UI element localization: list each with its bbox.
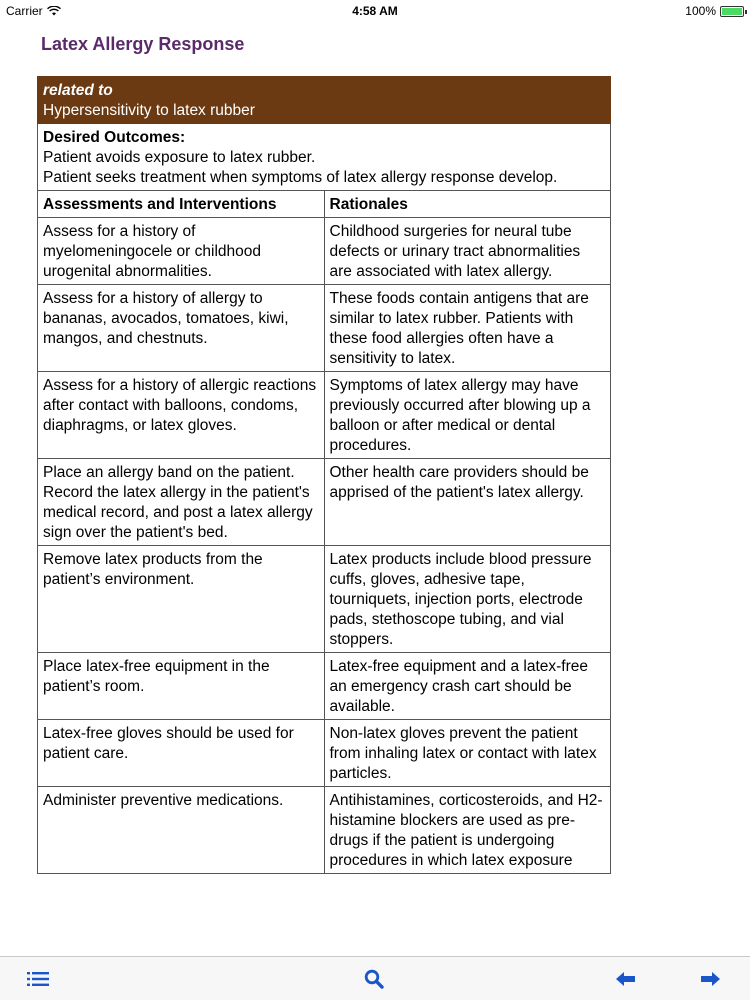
column-header-assessments: Assessments and Interventions: [38, 191, 325, 218]
care-plan-content[interactable]: [37, 76, 611, 956]
arrow-left-icon: [616, 971, 636, 987]
battery-percent: 100%: [685, 4, 716, 18]
assessment-cell: Assess for a history of allergy to bananas, avocados, tomatoes, kiwi, mangos, and chestnuts.: [38, 285, 325, 372]
column-header-rationales: Rationales: [324, 191, 611, 218]
bottom-toolbar: [0, 956, 750, 1000]
rationale-cell: Other health care providers should be apprised of the patient's latex allergy.: [324, 459, 611, 546]
search-icon: [364, 969, 384, 989]
assessment-cell: Assess for a history of myelomeningocele or childhood urogenital abnormalities.: [38, 218, 325, 285]
table-row: [38, 546, 611, 653]
related-to-header: [38, 77, 611, 124]
status-right: [685, 4, 744, 18]
arrow-right-icon: [700, 971, 720, 987]
rationale-cell: Symptoms of latex allergy may have previously occurred after blowing up a balloon or after medical or dental procedures.: [324, 372, 611, 459]
rationale-cell: Non-latex gloves prevent the patient from inhaling latex or contact with latex particles.: [324, 720, 611, 787]
rationale-cell: Latex products include blood pressure cuffs, gloves, adhesive tape, tourniquets, injection ports, electrode pads, stethoscope tubing, and vial stoppers.: [324, 546, 611, 653]
outcome-item: Patient avoids exposure to latex rubber.: [43, 149, 316, 166]
status-bar: [0, 0, 750, 22]
battery-icon: [720, 6, 744, 17]
rationale-cell: Antihistamines, corticosteroids, and H2-histamine blockers are used as pre-drugs if the patient is undergoing procedures in which latex exposure: [324, 787, 611, 874]
assessment-cell: Latex-free gloves should be used for patient care.: [38, 720, 325, 787]
table-row: [38, 459, 611, 546]
desired-outcomes-title: Desired Outcomes:: [43, 129, 186, 146]
desired-outcomes: [38, 124, 611, 191]
assessment-cell: Place latex-free equipment in the patient’s room.: [38, 653, 325, 720]
rationale-cell: Latex-free equipment and a latex-free an emergency crash cart should be available.: [324, 653, 611, 720]
table-row: [38, 720, 611, 787]
clock: 4:58 AM: [352, 4, 398, 18]
table-row: [38, 218, 611, 285]
next-page-button[interactable]: [698, 967, 722, 991]
care-plan-table: [37, 76, 611, 874]
assessment-cell: Administer preventive medications.: [38, 787, 325, 874]
carrier-label: Carrier: [6, 4, 43, 18]
assessment-cell: Place an allergy band on the patient. Record the latex allergy in the patient's medical record, and post a latex allergy sign over the patient's bed.: [38, 459, 325, 546]
menu-icon: [27, 971, 49, 987]
outcome-item: Patient seeks treatment when symptoms of latex allergy response develop.: [43, 169, 558, 186]
table-row: [38, 653, 611, 720]
search-button[interactable]: [362, 967, 386, 991]
table-row: [38, 372, 611, 459]
table-row: [38, 285, 611, 372]
previous-page-button[interactable]: [614, 967, 638, 991]
related-to-label: related to: [43, 82, 113, 99]
table-row: [38, 787, 611, 874]
assessment-cell: Remove latex products from the patient’s environment.: [38, 546, 325, 653]
menu-button[interactable]: [26, 967, 50, 991]
page-title: Latex Allergy Response: [41, 34, 245, 54]
assessment-cell: Assess for a history of allergic reactions after contact with balloons, condoms, diaphragms, or latex gloves.: [38, 372, 325, 459]
rationale-cell: These foods contain antigens that are similar to latex rubber. Patients with these food allergies often have a sensitivity to latex.: [324, 285, 611, 372]
related-to-text: Hypersensitivity to latex rubber: [43, 102, 255, 119]
rationale-cell: Childhood surgeries for neural tube defects or urinary tract abnormalities are associated with latex allergy.: [324, 218, 611, 285]
